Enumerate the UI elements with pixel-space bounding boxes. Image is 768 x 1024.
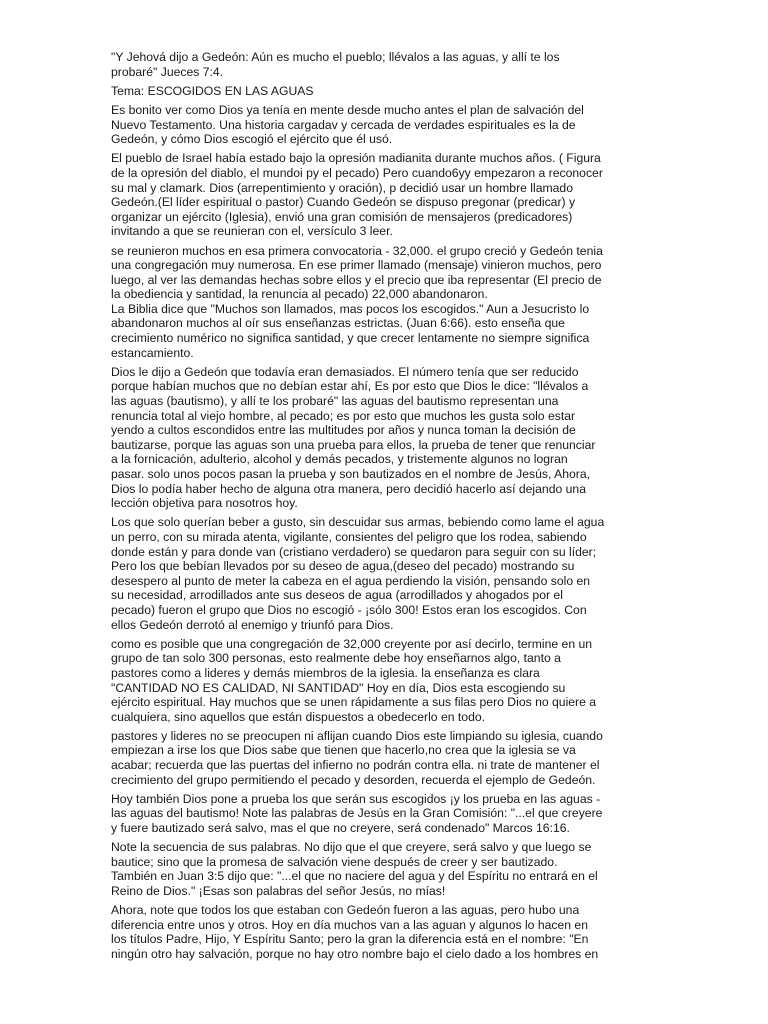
paragraph-quantity-quality: como es posible que una congregación de 32,000 creyente por así decirlo, termine en un grupo de tan solo 300 personas, esto realmente debe hoy enseñarnos algo, tanto a pastores como a lideres y demás miembros de la iglesia. la enseñanza es clara "CANTIDAD NO ES CALIDAD, NI SANTIDAD" Hoy en día, Dios esta escogiendo su ejército espiritual. Hay muchos que se unen rápidamente a sus filas pero Dios no quiere a cualquiera, sino aquellos que están dispuestos a obedecerlo en todo. <box>111 636 597 724</box>
paragraph-great-commission: Hoy también Dios pone a prueba los que serán sus escogidos ¡y los prueba en las aguas - las aguas del bautismo! Note las palabras de Jesús en la Gran Comisión: "...el que creyere y fuere bautizado será salvo, mas el que no creyere, será condenado" Marcos 16:16. <box>111 791 603 836</box>
paragraph-sequence: Note la secuencia de sus palabras. No dijo que el que creyere, será salvo y que luego se bautice; sino que la promesa de salvación viene después de creer y ser bautizado. También en Juan 3:5 dijo que: "...el que no naciere del agua y del Espíritu no entrará en el Reino de Dios." ¡Esas son palabras del señor Jesús, no mías! <box>111 840 598 898</box>
paragraph-pastors: pastores y lideres no se preocupen ni aflijan cuando Dios este limpiando su iglesia, cuando empiezan a irse los que Dios sabe que tienen que hacerlo,no crea que la iglesia se va acabar; recuerda que las puertas del infierno no podrán contra ella. ni trate de mantener el crecimiento del grupo permitiendo el pecado y desorden, recuerda el ejemplo de Gedeón. <box>111 728 603 787</box>
paragraph-israel-oppression: El pueblo de Israel había estado bajo la opresión madianita durante muchos años. ( Figura de la opresión del diablo, el mundoi py el pecado) Pero cuando6yy empezaron a reconocer su mal y clamark. Dios (arrepentimiento y oración), p decidió usar un hombre llamado Gedeón.(El líder espiritual o pastor) Cuando Gedeón se dispuso pregonar (predicar) y organizar un ejército (Iglesia), envió una gran comisión de mensajeros (predicadores) invitando a que se reunieran con el, versículo 3 leer. <box>111 151 603 239</box>
paragraph-the-name: Ahora, note que todos los que estaban con Gedeón fueron a las aguas, pero hubo una diferencia entre unos y otros. Hoy en día muchos van a las aguan y algunos lo hacen en los títulos Padre, Hijo, Y Espíritu Santo; pero la gran la diferencia está en el nombre: "En ningún otro hay salvación, porque no hay otro nombre bajo el cielo dado a los hombres en <box>111 903 599 961</box>
sermon-topic: Tema: ESCOGIDOS EN LAS AGUAS <box>111 83 314 98</box>
document-body <box>111 50 659 966</box>
paragraph-intro: Es bonito ver como Dios ya tenía en mente desde mucho antes el plan de salvación del Nuevo Testamento. Una historia cargadav y cercada de verdades espirituales es la de Gedeón, y cómo Dios escogió el ejército que él usó. <box>111 102 584 147</box>
epigraph-verse: "Y Jehová dijo a Gedeón: Aún es mucho el pueblo; llévalos a las aguas, y allí te los probaré" Jueces 7:4. <box>111 50 560 79</box>
paragraph-drinking: Los que solo querían beber a gusto, sin descuidar sus armas, bebiendo como lame el agua un perro, con su mirada atenta, vigilante, consientes del peligro que los rodea, sabiendo donde están y para donde van (cristiano verdadero) se quedaron para seguir con su líder; Pero los que bebían llevados por su deseo de agua,(deseo del pecado) mostrando su desespero al punto de meter la cabeza en el agua perdiendo la visión, pensando solo en su necesidad, arrodillados ante sus deseos de agua (arrodillados y ahogados por el pecado) fueron el grupo que Dios no escogió - ¡sólo 300! Estos eran los escogidos. Con ellos Gedeón derrotó al enemigo y triunfó para Dios. <box>111 515 605 632</box>
paragraph-to-the-waters: Dios le dijo a Gedeón que todavía eran demasiados. El número tenía que ser reducido porque habían muchos que no debían estar ahí, Es por esto que Dios le dice: "llévalos a las aguas (bautismo), y allí te los probaré" las aguas del bautismo representan una renuncia total al viejo hombre, al pecado; es por esto que muchos les gusta solo estar yendo a cultos escondidos entre las multitudes por años y nunca toman la decisión de bautizarse, porque las aguas son una prueba para ellos, la prueba de tener que renunciar a la fornicación, adulterio, alcohol y demás pecados, y tristemente algunos no logran pasar. solo unos pocos pasan la prueba y son bautizados en el nombre de Jesús, Ahora, Dios lo podía haber hecho de alguna otra manera, pero decidió hacerlo así dejando una lección objetiva para nosotros hoy. <box>111 364 596 511</box>
paragraph-first-call: se reunieron muchos en esa primera convocatoria - 32,000. el grupo creció y Gedeón tenia una congregación muy numerosa. En ese primer llamado (mensaje) vinieron muchos, pero luego, al ver las demandas hechas sobre ellos y el precio que iba representar (El precio de la obediencia y santidad, la renuncia al pecado) 22,000 abandonaron. La Biblia dice que "Muchos son llamados, mas pocos los escogidos." Aun a Jesucristo lo abandonaron muchos al oír sus enseñanzas estrictas. (Juan 6:66). esto enseña que crecimiento numérico no significa santidad, y que crecer lentamente no siempre significa estancamiento. <box>111 243 603 360</box>
